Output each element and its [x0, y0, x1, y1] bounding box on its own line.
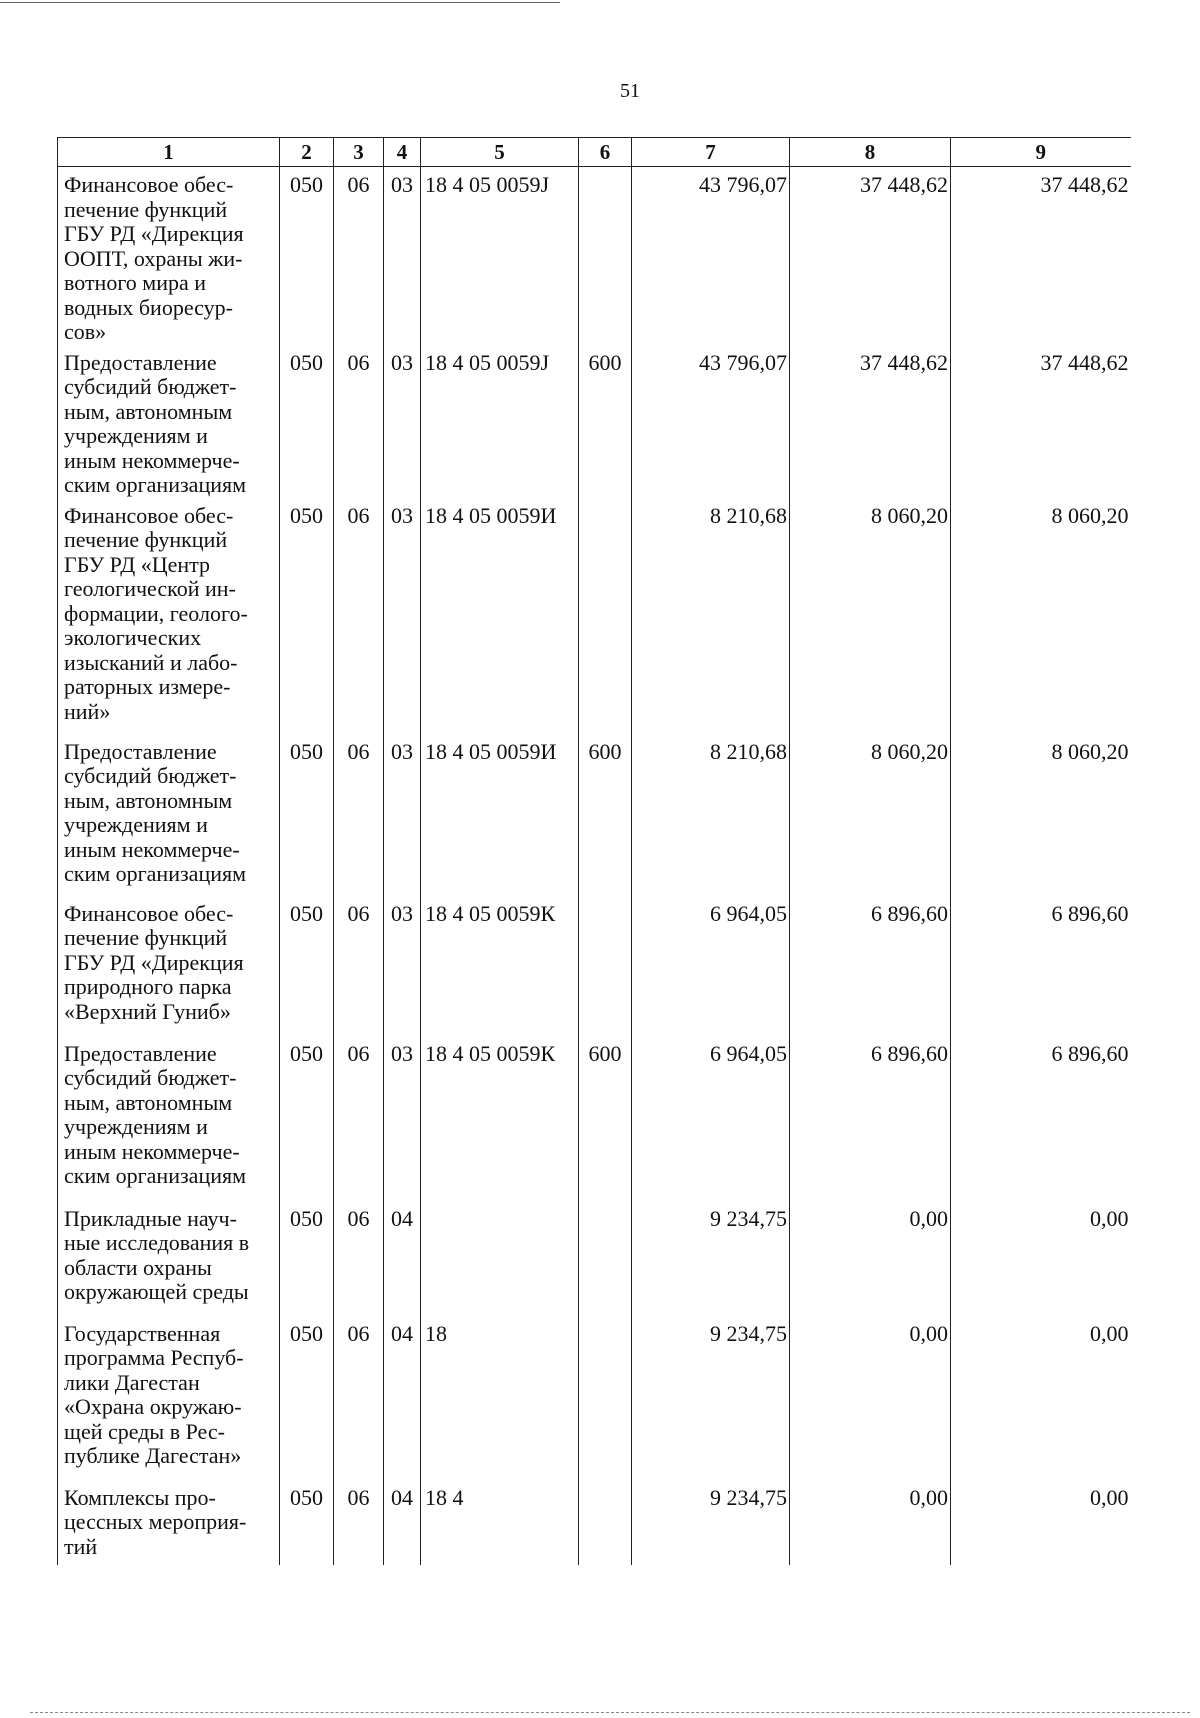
cell-expense-type: 600 — [579, 1036, 632, 1201]
cell-target-item: 18 — [421, 1316, 579, 1480]
cell-amount-7: 6 964,05 — [632, 1036, 790, 1201]
cell-amount-9: 0,00 — [951, 1480, 1131, 1565]
cell-amount-9: 6 896,60 — [951, 1036, 1131, 1201]
table-row — [58, 1036, 1131, 1201]
cell-expense-type — [579, 1201, 632, 1316]
cell-amount-9: 0,00 — [951, 1201, 1131, 1316]
cell-ministry: 050 — [280, 1480, 334, 1565]
row-name: Прикладные науч- ные исследования в области охраны окружающей среды — [58, 1201, 280, 1316]
cell-target-item: 18 4 05 0059И — [421, 734, 579, 896]
cell-amount-7: 43 796,07 — [632, 345, 790, 498]
cell-amount-8: 0,00 — [790, 1316, 951, 1480]
cell-section: 06 — [334, 896, 384, 1036]
cell-ministry: 050 — [280, 896, 334, 1036]
cell-amount-9: 6 896,60 — [951, 896, 1131, 1036]
cell-ministry: 050 — [280, 498, 334, 734]
column-header: 7 — [632, 138, 790, 167]
cell-amount-8: 0,00 — [790, 1480, 951, 1565]
cell-ministry: 050 — [280, 1201, 334, 1316]
cell-ministry: 050 — [280, 345, 334, 498]
cell-subsection: 03 — [384, 498, 421, 734]
cell-amount-7: 9 234,75 — [632, 1201, 790, 1316]
cell-amount-9: 8 060,20 — [951, 734, 1131, 896]
column-header: 9 — [951, 138, 1131, 167]
column-header: 3 — [334, 138, 384, 167]
cell-amount-7: 9 234,75 — [632, 1480, 790, 1565]
column-header: 1 — [58, 138, 280, 167]
cell-section: 06 — [334, 498, 384, 734]
cell-expense-type — [579, 167, 632, 345]
table-row — [58, 1316, 1131, 1480]
cell-section: 06 — [334, 345, 384, 498]
column-header: 4 — [384, 138, 421, 167]
page-number: 51 — [620, 80, 640, 102]
cell-target-item: 18 4 05 0059И — [421, 498, 579, 734]
cell-subsection: 04 — [384, 1316, 421, 1480]
cell-section: 06 — [334, 1316, 384, 1480]
table-row — [58, 734, 1131, 896]
cell-amount-8: 0,00 — [790, 1201, 951, 1316]
cell-ministry: 050 — [280, 1316, 334, 1480]
row-name: Финансовое обес- печение функций ГБУ РД «Дирекция ООПТ, охраны жи- вотного мира и водных биоресур- сов» — [58, 167, 280, 345]
cell-subsection: 03 — [384, 1036, 421, 1201]
row-name: Комплексы про- цессных мероприя- тий — [58, 1480, 280, 1565]
cell-subsection: 03 — [384, 896, 421, 1036]
row-name: Предоставление субсидий бюджет- ным, автономным учреждениям и иным некоммерче- ским организациям — [58, 734, 280, 896]
table-row — [58, 167, 1131, 345]
table-row — [58, 1201, 1131, 1316]
cell-amount-8: 37 448,62 — [790, 167, 951, 345]
cell-expense-type — [579, 1480, 632, 1565]
cell-amount-9: 8 060,20 — [951, 498, 1131, 734]
cell-amount-7: 43 796,07 — [632, 167, 790, 345]
cell-amount-7: 9 234,75 — [632, 1316, 790, 1480]
cell-ministry: 050 — [280, 734, 334, 896]
table-row — [58, 345, 1131, 498]
cell-target-item: 18 4 05 0059J — [421, 345, 579, 498]
table-row — [58, 1480, 1131, 1565]
table-row — [58, 498, 1131, 734]
column-header: 8 — [790, 138, 951, 167]
cell-amount-7: 8 210,68 — [632, 498, 790, 734]
cell-section: 06 — [334, 1201, 384, 1316]
row-name: Государственная программа Респуб- лики Дагестан «Охрана окружаю- щей среды в Рес- публике Дагестан» — [58, 1316, 280, 1480]
cell-section: 06 — [334, 1480, 384, 1565]
cell-expense-type — [579, 498, 632, 734]
row-name: Предоставление субсидий бюджет- ным, автономным учреждениям и иным некоммерче- ским организациям — [58, 1036, 280, 1201]
cell-ministry: 050 — [280, 167, 334, 345]
budget-table — [57, 137, 1131, 1565]
cell-subsection: 03 — [384, 345, 421, 498]
cell-amount-8: 8 060,20 — [790, 734, 951, 896]
cell-ministry: 050 — [280, 1036, 334, 1201]
cell-target-item: 18 4 05 0059К — [421, 896, 579, 1036]
column-header: 2 — [280, 138, 334, 167]
cell-subsection: 04 — [384, 1480, 421, 1565]
row-name: Финансовое обес- печение функций ГБУ РД «Центр геологической ин- формации, геолого- экологических изысканий и лабо- раторных измере- ний» — [58, 498, 280, 734]
cell-subsection: 04 — [384, 1201, 421, 1316]
cell-section: 06 — [334, 167, 384, 345]
scan-edge-bottom — [30, 1712, 1190, 1714]
cell-target-item — [421, 1201, 579, 1316]
cell-subsection: 03 — [384, 167, 421, 345]
cell-amount-8: 8 060,20 — [790, 498, 951, 734]
cell-amount-7: 8 210,68 — [632, 734, 790, 896]
cell-target-item: 18 4 05 0059К — [421, 1036, 579, 1201]
cell-amount-9: 37 448,62 — [951, 167, 1131, 345]
cell-amount-8: 37 448,62 — [790, 345, 951, 498]
scan-edge-top — [0, 2, 560, 4]
cell-amount-9: 37 448,62 — [951, 345, 1131, 498]
cell-expense-type: 600 — [579, 345, 632, 498]
cell-section: 06 — [334, 1036, 384, 1201]
cell-subsection: 03 — [384, 734, 421, 896]
cell-amount-7: 6 964,05 — [632, 896, 790, 1036]
cell-amount-8: 6 896,60 — [790, 896, 951, 1036]
cell-expense-type — [579, 1316, 632, 1480]
cell-section: 06 — [334, 734, 384, 896]
cell-expense-type: 600 — [579, 734, 632, 896]
cell-target-item: 18 4 — [421, 1480, 579, 1565]
table-row — [58, 896, 1131, 1036]
column-header: 5 — [421, 138, 579, 167]
column-header: 6 — [579, 138, 632, 167]
cell-expense-type — [579, 896, 632, 1036]
row-name: Финансовое обес- печение функций ГБУ РД «Дирекция природного парка «Верхний Гуниб» — [58, 896, 280, 1036]
header-row — [58, 138, 1131, 167]
cell-target-item: 18 4 05 0059J — [421, 167, 579, 345]
row-name: Предоставление субсидий бюджет- ным, автономным учреждениям и иным некоммерче- ским организациям — [58, 345, 280, 498]
cell-amount-9: 0,00 — [951, 1316, 1131, 1480]
cell-amount-8: 6 896,60 — [790, 1036, 951, 1201]
